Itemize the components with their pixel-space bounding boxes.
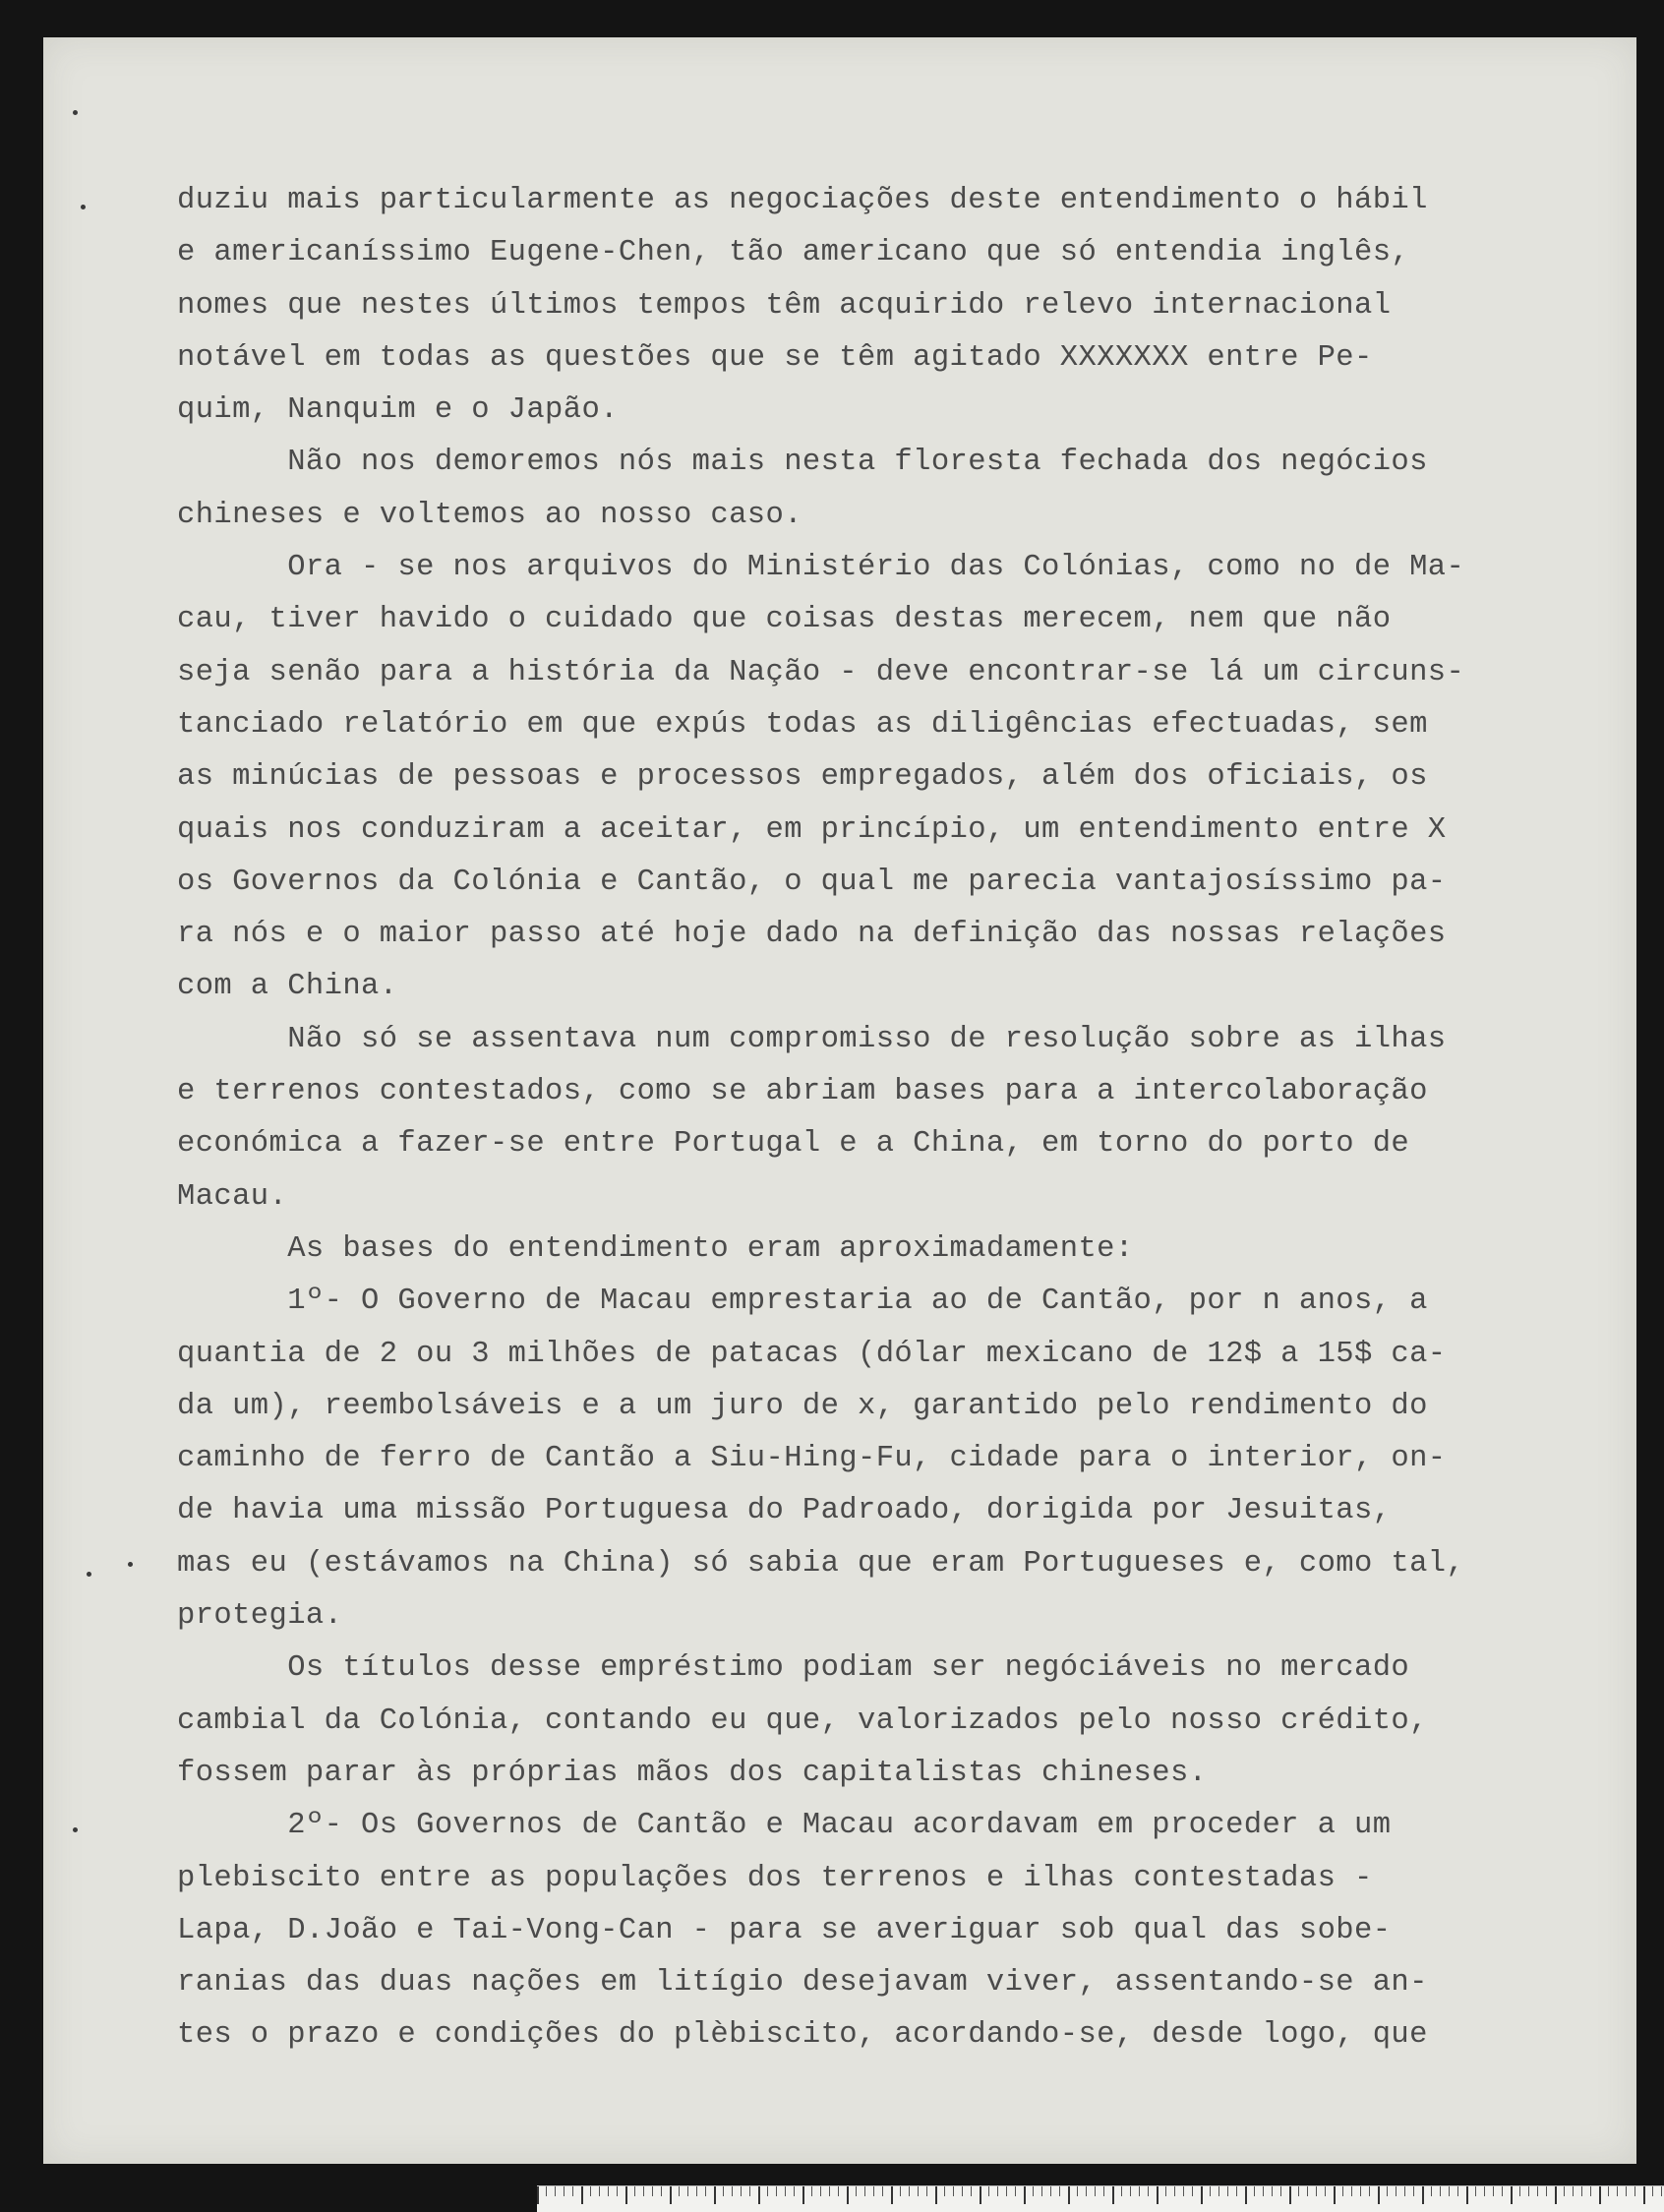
text-line: chineses e voltemos ao nosso caso. [177, 498, 802, 532]
text-line: tes o prazo e condições do plèbiscito, acordando-se, desde logo, que [177, 2018, 1428, 2053]
text-line: plebiscito entre as populações dos terrenos e ilhas contestadas - [177, 1861, 1373, 1895]
text-line: cau, tiver havido o cuidado que coisas destas merecem, nem que não [177, 603, 1392, 637]
text-line: da um), reembolsáveis e a um juro de x, garantido pelo rendimento do [177, 1389, 1428, 1423]
text-line: seja senão para a história da Nação - deve encontrar-se lá um circuns- [177, 655, 1465, 689]
text-line: quantia de 2 ou 3 milhões de patacas (dólar mexicano de 12$ a 15$ ca- [177, 1337, 1447, 1371]
text-line: caminho de ferro de Cantão a Siu-Hing-Fu, cidade para o interior, on- [177, 1442, 1447, 1476]
text-line: Não só se assentava num compromisso de resolução sobre as ilhas [177, 1022, 1447, 1056]
text-line: Macau. [177, 1179, 288, 1214]
punch-hole-mark [87, 1572, 91, 1577]
scale-ruler [537, 2185, 1664, 2212]
text-line: Não nos demoremos nós mais nesta floresta fechada dos negócios [177, 446, 1428, 480]
punch-hole-mark [81, 205, 86, 209]
typewritten-text-body [177, 175, 1534, 2063]
text-line: e terrenos contestados, como se abriam bases para a intercolaboração [177, 1075, 1428, 1109]
text-line: duziu mais particularmente as negociações deste entendimento o hábil [177, 184, 1428, 217]
text-line: económica a fazer-se entre Portugal e a China, em torno do porto de [177, 1127, 1410, 1162]
text-line: Ora - se nos arquivos do Ministério das Colónias, como no de Ma- [177, 551, 1465, 585]
text-line: tanciado relatório em que expús todas as diligências efectuadas, sem [177, 707, 1428, 742]
text-line: Lapa, D.João e Tai-Vong-Can - para se averiguar sob qual das sobe- [177, 1913, 1392, 1947]
punch-hole-mark [73, 110, 78, 115]
text-line: com a China. [177, 970, 398, 1004]
text-line: quais nos conduziram a aceitar, em princípio, um entendimento entre X [177, 812, 1447, 847]
text-line: cambial da Colónia, contando eu que, valorizados pelo nosso crédito, [177, 1704, 1428, 1738]
text-line: mas eu (estávamos na China) só sabia que eram Portugueses e, como tal, [177, 1546, 1465, 1581]
text-line: de havia uma missão Portuguesa do Padroado, dorigida por Jesuitas, [177, 1494, 1392, 1528]
text-line: protegia. [177, 1599, 343, 1634]
punch-hole-mark [128, 1562, 133, 1567]
text-line: nomes que nestes últimos tempos têm acquirido relevo internacional [177, 288, 1392, 323]
text-line: 1º- O Governo de Macau emprestaria ao de Cantão, por n anos, a [177, 1285, 1428, 1319]
text-line: fossem parar às próprias mãos dos capitalistas chineses. [177, 1756, 1208, 1790]
text-line: as minúcias de pessoas e processos empregados, além dos oficiais, os [177, 760, 1428, 795]
text-line: As bases do entendimento eram aproximadamente: [177, 1231, 1134, 1266]
typewritten-page [43, 37, 1636, 2164]
text-line: notável em todas as questões que se têm agitado XXXXXXX entre Pe- [177, 340, 1373, 375]
text-line: ranias das duas nações em litígio desejavam viver, assentando-se an- [177, 1966, 1428, 2001]
punch-hole-mark [73, 1827, 78, 1832]
text-line: Os títulos desse empréstimo podiam ser negóciáveis no mercado [177, 1651, 1410, 1686]
text-line: ra nós e o maior passo até hoje dado na definição das nossas relações [177, 918, 1447, 952]
text-line: quim, Nanquim e o Japão. [177, 393, 619, 428]
text-line: 2º- Os Governos de Cantão e Macau acordavam em proceder a um [177, 1809, 1392, 1843]
text-line: e americaníssimo Eugene-Chen, tão americano que só entendia inglês, [177, 236, 1410, 270]
text-line: os Governos da Colónia e Cantão, o qual me parecia vantajosíssimo pa- [177, 865, 1447, 899]
